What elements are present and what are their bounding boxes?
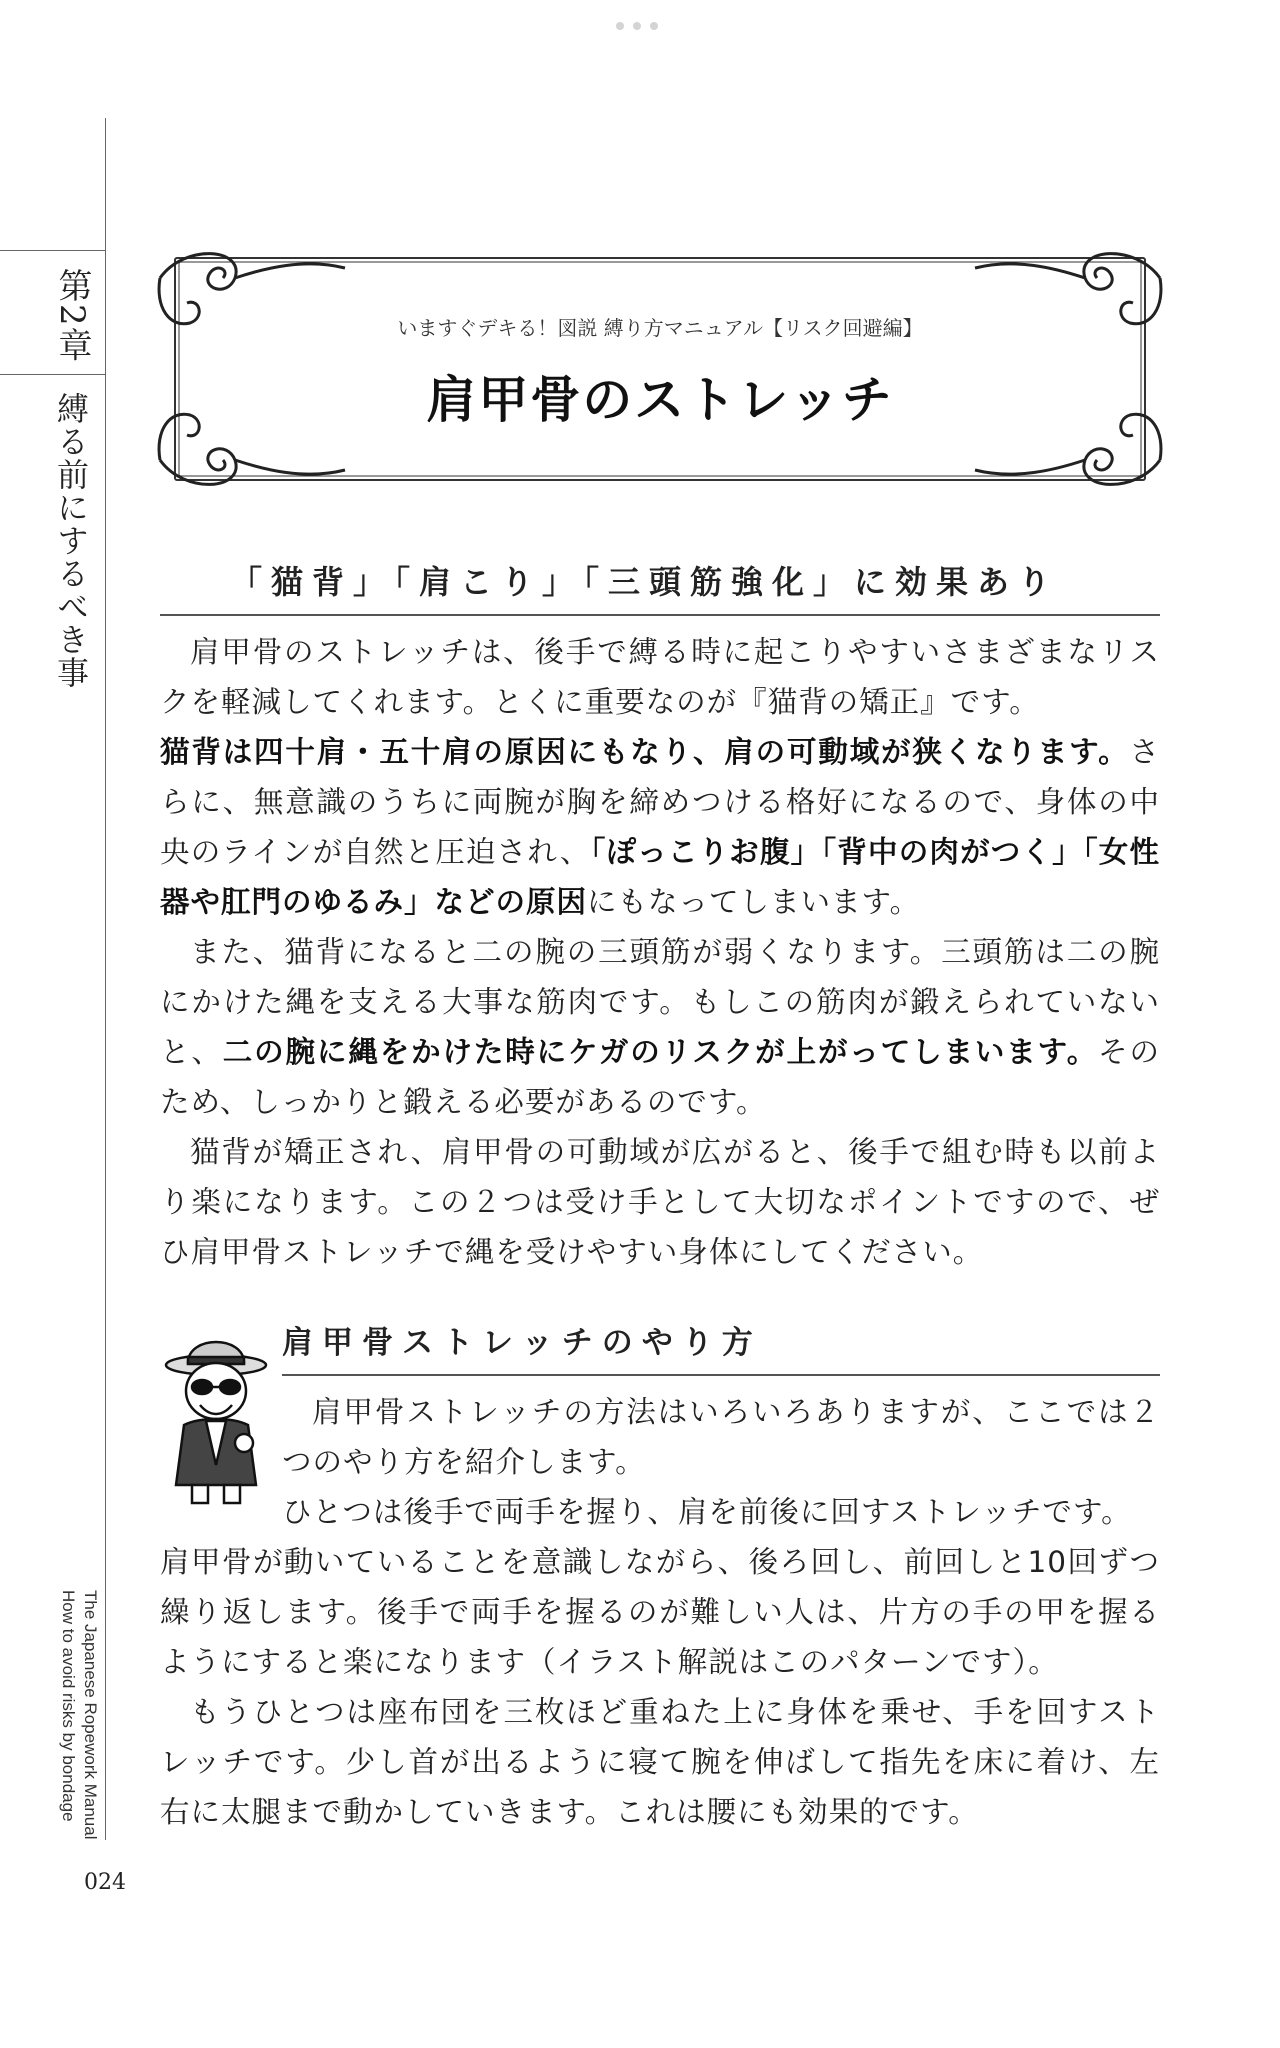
paragraph-method-one-start: ひとつは後手で両手を握り、肩を前後に回すストレッチです。 xyxy=(282,1495,1132,1529)
book-subtitle-english: How to avoid risks by bondage xyxy=(59,1590,78,1822)
body-text: にもなってしまいます。 xyxy=(587,885,921,919)
paragraph-method-intro: 肩甲骨ストレッチの方法はいろいろありますが、ここでは２つのやり方を紹介します。 xyxy=(282,1395,1160,1479)
body-text: また、猫背になると二の腕の三頭筋が弱くなります。三頭筋は二の腕にかけた縄を支える大事な筋肉です。もしこの筋肉が鍛えられていないと、 xyxy=(160,935,1160,1069)
paragraph-method-one: 肩甲骨が動いていることを意識しながら、後ろ回し、前回しと10回ずつ繰り返します。後手で両手を握るのが難しい人は、片方の手の甲を握るようにすると楽になります（イラスト解説はこのパターンです）。 xyxy=(160,1545,1160,1679)
title-frame xyxy=(155,248,1165,490)
page-number: 024 xyxy=(84,1870,126,1895)
book-title-english: The Japanese Ropework Manual xyxy=(81,1590,100,1840)
margin-rule xyxy=(105,118,106,1840)
section-heading-benefits: 「猫背」「肩こり」「三頭筋強化」に効果あり xyxy=(230,563,1060,601)
section-heading-method: 肩甲骨ストレッチのやり方 xyxy=(282,1325,762,1361)
paragraph-intro: 肩甲骨のストレッチは、後手で縛る時に起こりやすいさまざまなリスクを軽減してくれます。とくに重要なのが『猫背の矯正』です。 xyxy=(160,635,1160,719)
page-title: 肩甲骨のストレッチ xyxy=(426,371,894,429)
paragraph-triceps xyxy=(160,927,1160,1127)
emphasis-text: 猫背は四十肩・五十肩の原因にもなり、肩の可動域が狭くなります。 xyxy=(160,735,1130,769)
emphasis-text: 「ぽっこりお腹」「背中の肉がつく」「女性器や肛門のゆるみ」などの原因 xyxy=(160,835,1160,919)
heading-underline xyxy=(282,1374,1160,1376)
body-text: そのため、しっかりと鍛える必要があるのです。 xyxy=(160,1035,1160,1119)
body-text: さらに、無意識のうちに両腕が胸を締めつける格好になるので、身体の中央のラインが自然と圧迫され、 xyxy=(160,735,1160,869)
pagination-dots xyxy=(616,22,658,30)
book-series-subtitle: いますぐデキる！図説 縛り方マニュアル【リスク回避編】 xyxy=(397,316,923,340)
emphasis-text: 二の腕に縄をかけた時にケガのリスクが上がってしまいます。 xyxy=(222,1035,1099,1069)
margin-divider-top xyxy=(0,250,106,251)
margin-divider-bottom xyxy=(0,374,106,375)
chapter-title: 縛る前にするべき事 xyxy=(52,392,90,689)
heading-underline xyxy=(160,614,1160,616)
paragraph-posture xyxy=(160,727,1160,927)
chapter-number: 第2章 xyxy=(52,268,92,364)
paragraph-conclusion: 猫背が矯正され、肩甲骨の可動域が広がると、後手で組む時も以前より楽になります。この２つは受け手として大切なポイントですので、ぜひ肩甲骨ストレッチで縄を受けやすい身体にしてください。 xyxy=(160,1135,1160,1269)
old-man-mascot-icon xyxy=(162,1325,270,1509)
paragraph-method-two: もうひとつは座布団を三枚ほど重ねた上に身体を乗せ、手を回すストレッチです。少し首が出るように寝て腕を伸ばして指先を床に着け、左右に太腿まで動かしていきます。これは腰にも効果的です。 xyxy=(160,1695,1160,1829)
